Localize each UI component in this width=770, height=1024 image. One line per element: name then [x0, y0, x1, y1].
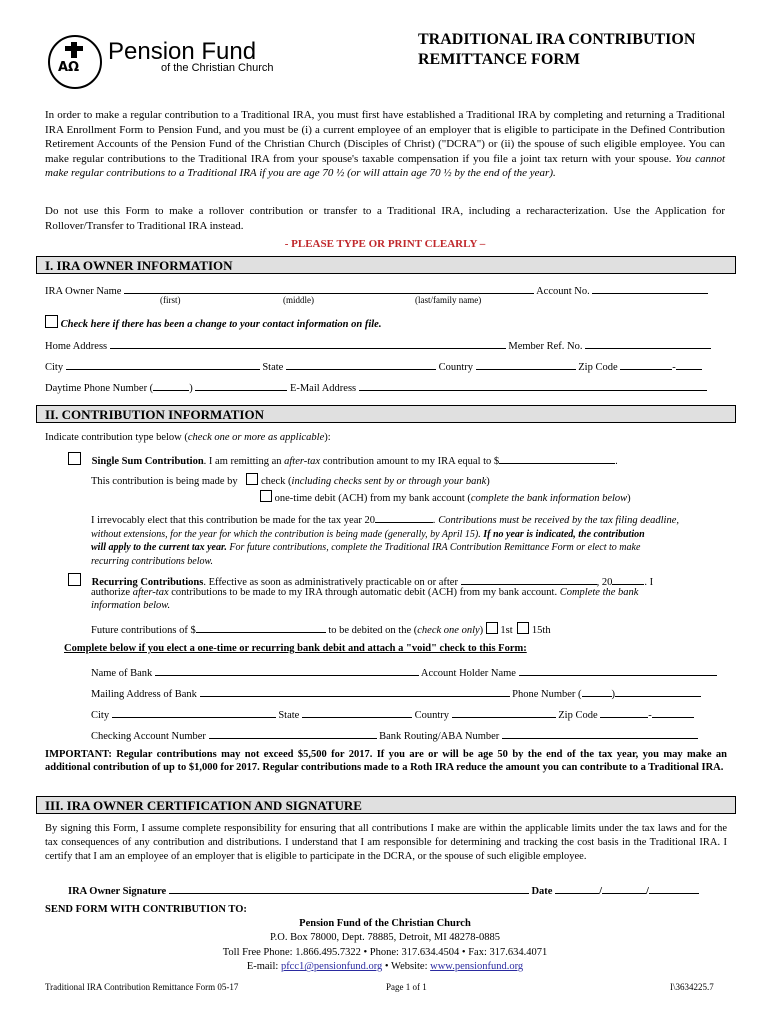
footer-page-number: Page 1 of 1	[386, 982, 427, 992]
owner-email-field[interactable]	[359, 379, 707, 391]
print-notice: - PLEASE TYPE OR PRINT CLEARLY –	[284, 238, 486, 250]
signature-row: IRA Owner Signature Date / /	[68, 882, 699, 897]
tax-year-election: I irrevocably elect that this contribution be made for the tax year 20 . Contributions must be received by the tax filing deadline, without extensions, for the year for which the contribution is being made (generally, by April 15). If no year is indicated, the contribution will apply to the current tax year. For future contributions, complete the Traditional IRA Contribution Remittance Form or elect to make recurring contributions below.	[91, 511, 727, 568]
date-month-field[interactable]	[555, 882, 599, 894]
recurring-authorization: authorize after-tax contributions to be made to my IRA through automatic debit (ACH) from my bank account. Complete the bank	[91, 587, 639, 598]
po-box-address: P.O. Box 78000, Dept. 78885, Detroit, MI 48278-0885	[269, 932, 501, 944]
logo-subtitle: of the Christian Church	[161, 62, 274, 74]
certification-text: By signing this Form, I assume complete responsibility for ensuring that all contributions I make are within the applicable limits under the tax laws and for the tax consequences of any contribution and distributions. I understand that I am responsible for determining and tracking the cost basis in the Traditional IRA. I certify that I am an employee of an employer that is eligible to participate in the DCRA, or the spouse of such eligible employee.	[45, 823, 727, 862]
account-number-field[interactable]	[592, 282, 708, 294]
bank-account-row: Checking Account Number Bank Routing/ABA Number	[91, 727, 698, 742]
contact-change-checkbox[interactable]	[45, 315, 58, 328]
debit-15th-checkbox[interactable]	[517, 622, 529, 634]
owner-name-field[interactable]	[124, 282, 534, 294]
payment-debit-row: one-time debit (ACH) from my bank account (complete the bank information below)	[260, 490, 631, 504]
debit-1st-checkbox[interactable]	[486, 622, 498, 634]
owner-city-row: City State Country Zip Code -	[45, 358, 702, 373]
future-contribution-row: Future contributions of $ to be debited on the (check one only) 1st 15th	[91, 621, 551, 636]
intro-paragraph-1: In order to make a regular contribution to a Traditional IRA, you must first have established a Traditional IRA by completing and returning a Traditional IRA Enrollment Form to Pension Fund, and you must be (i) a current employee of an employer that is eligible to participate in the Defined Contribution Retirement Accounts of the Pension Fund of the Christian Church (Disciples of Christ) ("DCRA") or (ii) the spouse of such eligible employee. You can make regular contributions to the Traditional IRA from your spouse's taxable compensation if you file a joint tax return with your spouse. You cannot make regular contributions to a Traditional IRA if you are age 70 ½ (or will attain age 70 ½ by the end of the year).	[45, 109, 726, 180]
mailing-address-block	[0, 917, 770, 975]
owner-zip-ext-field[interactable]	[676, 358, 702, 370]
bank-address-row: Mailing Address of Bank Phone Number ( )	[91, 685, 701, 700]
bank-zip-ext-field[interactable]	[652, 706, 694, 718]
footer-doc-number: I\3634225.7	[670, 982, 714, 992]
footer-form-id: Traditional IRA Contribution Remittance Form 05-17	[45, 982, 239, 992]
website-link[interactable]: www.pensionfund.org	[430, 961, 524, 973]
tax-year-field[interactable]	[375, 511, 433, 523]
bank-address-field[interactable]	[200, 685, 510, 697]
contribution-limits-notice: IMPORTANT: Regular contributions may not exceed $5,500 for 2017. If you are or will be age 50 by the end of the tax year, you may make an additional contribution of up to $1,000 for 2017. Regular contributions made to a Roth IRA reduce the amount you can contribute to a Traditional IRA.	[45, 749, 727, 774]
pay-by-check-checkbox[interactable]	[246, 473, 258, 485]
section-certification-heading: III. IRA OWNER CERTIFICATION AND SIGNATURE	[36, 796, 736, 814]
middle-name-caption: (middle)	[283, 295, 314, 305]
form-title	[418, 30, 695, 70]
date-year-field[interactable]	[649, 882, 699, 894]
first-name-caption: (first)	[160, 295, 181, 305]
bank-zip-field[interactable]	[600, 706, 648, 718]
phone-numbers: Toll Free Phone: 1.866.495.7322 • Phone: 317.634.4504 • Fax: 317.634.4071	[222, 946, 548, 958]
form-title-line2: REMITTANCE FORM	[418, 51, 580, 68]
payment-method-row: This contribution is being made by check (including checks sent by or through your bank)	[91, 473, 490, 487]
form-title-line1: TRADITIONAL IRA CONTRIBUTION	[418, 31, 696, 48]
owner-city-field[interactable]	[66, 358, 260, 370]
single-sum-amount-field[interactable]	[499, 452, 615, 464]
owner-state-field[interactable]	[286, 358, 436, 370]
pay-by-debit-checkbox[interactable]	[260, 490, 272, 502]
email-link[interactable]: pfcc1@pensionfund.org	[280, 961, 383, 973]
bank-city-field[interactable]	[112, 706, 276, 718]
recurring-year-field[interactable]	[612, 573, 644, 585]
logo-emblem	[48, 35, 102, 89]
bank-city-row: City State Country Zip Code -	[91, 706, 694, 721]
owner-phone-area-field[interactable]	[153, 379, 189, 391]
bank-state-field[interactable]	[302, 706, 412, 718]
section-owner-info-heading: I. IRA OWNER INFORMATION	[36, 256, 736, 274]
recurring-start-date-field[interactable]	[461, 573, 597, 585]
single-sum-row: Single Sum Contribution. I am remitting an after-tax contribution amount to my IRA equal to $ .	[68, 452, 618, 467]
future-amount-field[interactable]	[196, 621, 326, 633]
recurring-authorization-end: information below.	[91, 600, 171, 611]
checking-account-field[interactable]	[209, 727, 377, 739]
bank-phone-area-field[interactable]	[582, 685, 612, 697]
home-address-field[interactable]	[110, 337, 506, 349]
owner-country-field[interactable]	[476, 358, 576, 370]
routing-number-field[interactable]	[502, 727, 698, 739]
send-to-heading: SEND FORM WITH CONTRIBUTION TO:	[45, 904, 247, 915]
org-name: Pension Fund of the Christian Church	[299, 918, 471, 929]
last-name-caption: (last/family name)	[415, 295, 482, 305]
member-ref-field[interactable]	[585, 337, 711, 349]
bank-phone-field[interactable]	[615, 685, 701, 697]
owner-zip-field[interactable]	[620, 358, 672, 370]
recurring-row: Recurring Contributions. Effective as soon as administratively practicable on or after , 20 . I	[68, 573, 653, 588]
signature-field[interactable]	[169, 882, 529, 894]
contribution-type-instruction: Indicate contribution type below (check one or more as applicable):	[45, 432, 331, 443]
account-holder-field[interactable]	[519, 664, 717, 676]
owner-phone-field[interactable]	[195, 379, 287, 391]
section-contribution-heading: II. CONTRIBUTION INFORMATION	[36, 405, 736, 423]
home-address-row: Home Address Member Ref. No.	[45, 337, 711, 352]
owner-phone-row: Daytime Phone Number ( ) E-Mail Address	[45, 379, 707, 394]
owner-name-row: IRA Owner Name Account No.	[45, 282, 708, 297]
alpha-omega-glyphs: AΩ	[58, 60, 80, 75]
contact-change-row: Check here if there has been a change to your contact information on file.	[45, 315, 381, 330]
logo-title: Pension Fund	[108, 38, 257, 65]
single-sum-checkbox[interactable]	[68, 452, 81, 465]
intro-paragraph-2: Do not use this Form to make a rollover contribution or transfer to a Traditional IRA, including a recharacterization. Use the Application for Rollover/Transfer to Traditional IRA instead.	[45, 205, 725, 232]
bank-name-field[interactable]	[155, 664, 419, 676]
recurring-checkbox[interactable]	[68, 573, 81, 586]
bank-info-heading: Complete below if you elect a one-time or recurring bank debit and attach a "void" check to this Form:	[64, 643, 527, 654]
bank-country-field[interactable]	[452, 706, 556, 718]
bank-name-row: Name of Bank Account Holder Name	[91, 664, 717, 679]
contact-links: E-mail: pfcc1@pensionfund.org • Website: www.pensionfund.org	[246, 961, 524, 973]
date-day-field[interactable]	[602, 882, 646, 894]
